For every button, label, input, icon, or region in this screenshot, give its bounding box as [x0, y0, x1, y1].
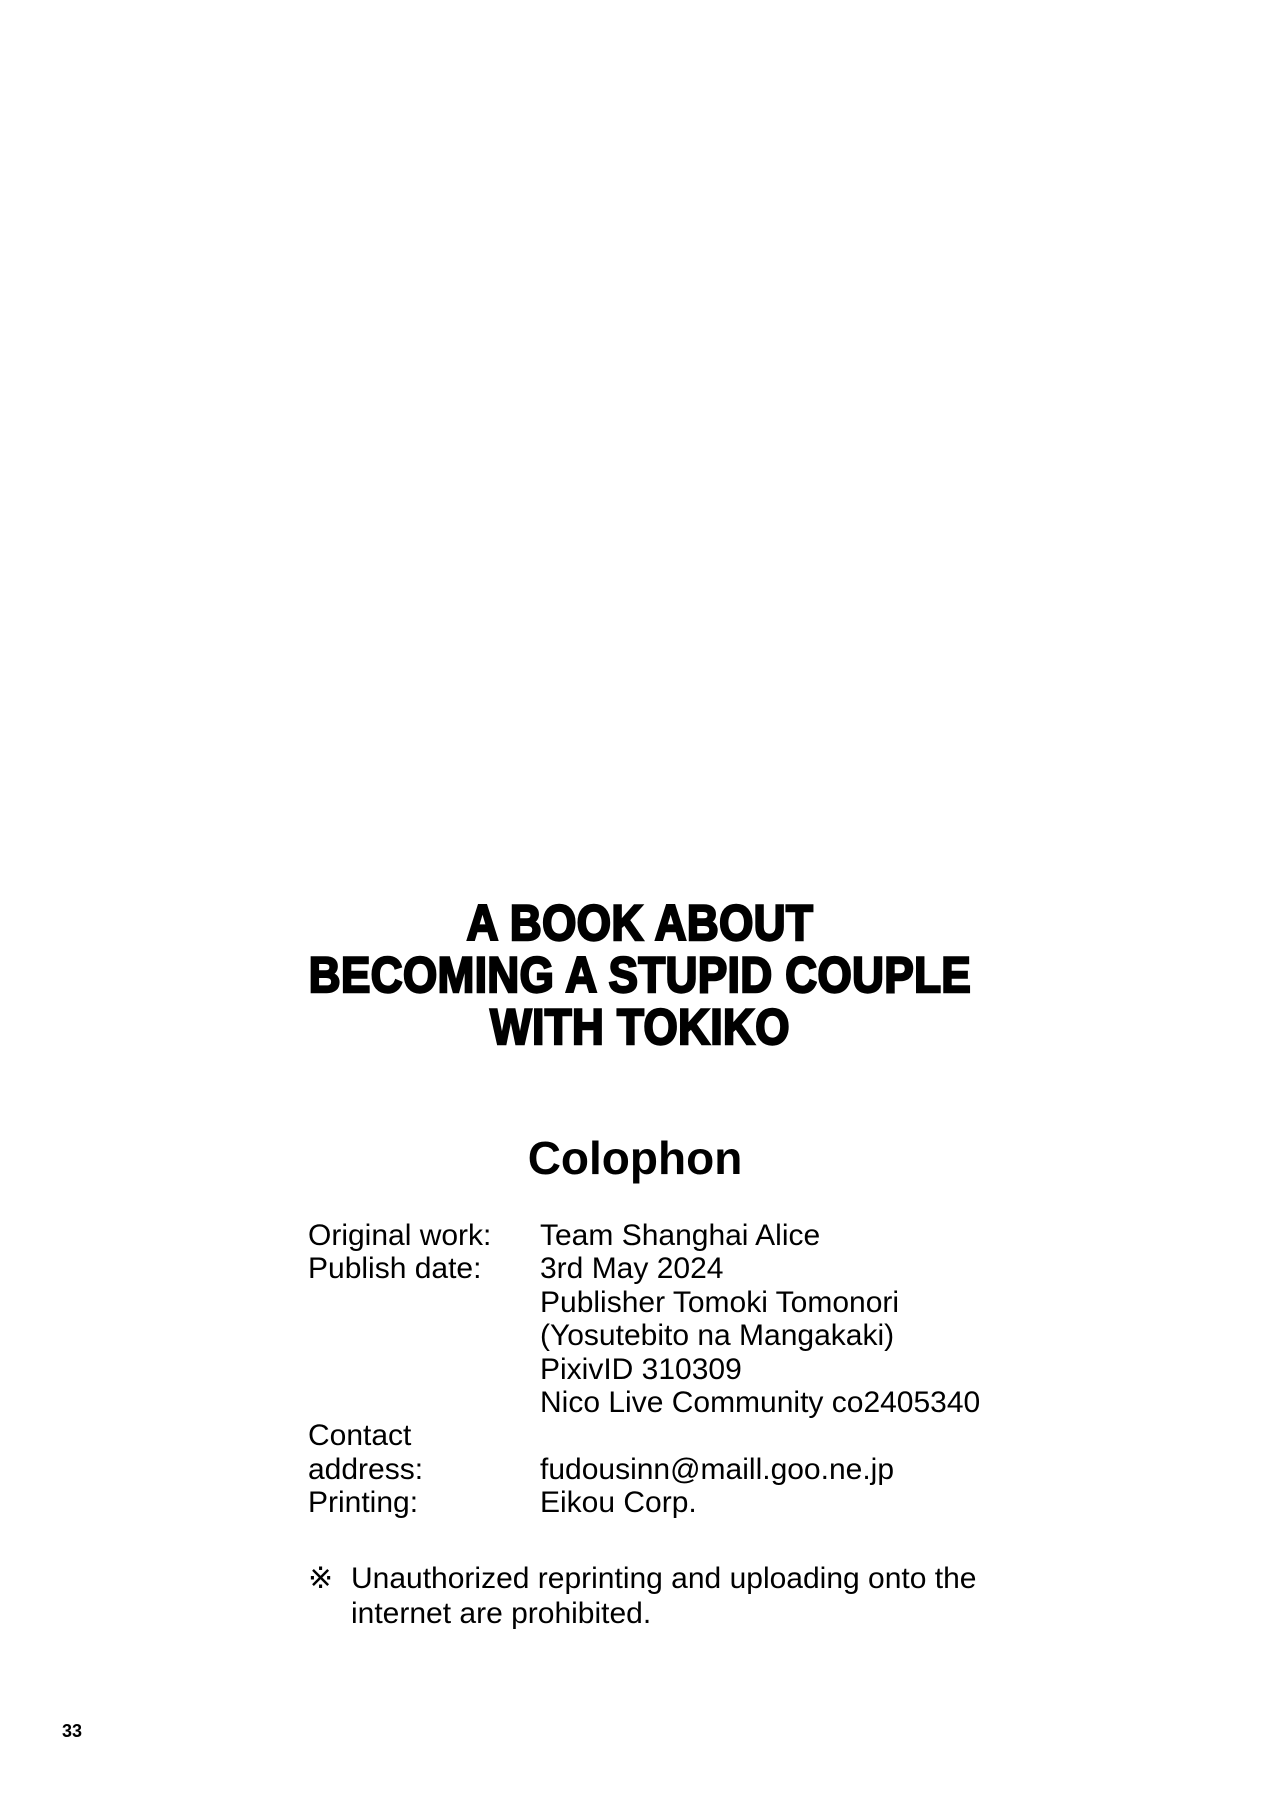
- colophon-row: [308, 1353, 980, 1386]
- colophon-row: [308, 1453, 980, 1486]
- reprint-note-line: internet are prohibited.: [351, 1597, 652, 1630]
- colophon-row-label: address:: [308, 1452, 424, 1486]
- colophon-row-value: Publisher Tomoki Tomonori: [540, 1285, 900, 1319]
- reprint-note-line: Unauthorized reprinting and uploading onto the: [351, 1562, 977, 1595]
- book-title-line: BECOMING A STUPID COUPLE: [308, 947, 972, 1003]
- colophon-row-value: 3rd May 2024: [540, 1252, 724, 1286]
- colophon-row-label: Publish date:: [308, 1252, 482, 1286]
- reprint-note-text: [351, 1561, 976, 1631]
- colophon-row-value: Team Shanghai Alice: [540, 1219, 821, 1252]
- colophon-table: [308, 1219, 980, 1520]
- colophon-row-label: [308, 1386, 540, 1419]
- colophon-row-value: (Yosutebito na Mangakaki): [540, 1319, 895, 1353]
- colophon-row-value: Eikou Corp.: [540, 1486, 697, 1520]
- colophon-row-label: Printing:: [308, 1486, 419, 1520]
- colophon-row-value: Nico Live Community co2405340: [540, 1386, 981, 1420]
- page-number: 33: [62, 1721, 83, 1741]
- colophon-row: [308, 1286, 980, 1319]
- book-title: [0, 897, 1280, 1053]
- colophon-row: [308, 1486, 980, 1519]
- book-title-line: A BOOK ABOUT: [466, 895, 814, 951]
- colophon-row-value: PixivID 310309: [540, 1352, 742, 1386]
- colophon-row: [308, 1419, 980, 1452]
- reference-mark: ※: [308, 1562, 334, 1595]
- colophon-row: [308, 1386, 980, 1419]
- colophon-row-label: Original work:: [308, 1219, 492, 1252]
- colophon-row: [308, 1219, 980, 1252]
- colophon-row-label: [308, 1319, 540, 1352]
- book-title-line: WITH TOKIKO: [490, 999, 790, 1055]
- colophon-row-value: fudousinn@maill.goo.ne.jp: [540, 1452, 895, 1486]
- colophon-row-label: [308, 1286, 540, 1319]
- colophon-row-label: [308, 1353, 540, 1386]
- colophon-heading: Colophon: [527, 1132, 743, 1184]
- reprint-note: [308, 1561, 976, 1631]
- colophon-row-label: Contact: [308, 1419, 412, 1453]
- colophon-row: [308, 1252, 980, 1285]
- colophon-row: [308, 1319, 980, 1352]
